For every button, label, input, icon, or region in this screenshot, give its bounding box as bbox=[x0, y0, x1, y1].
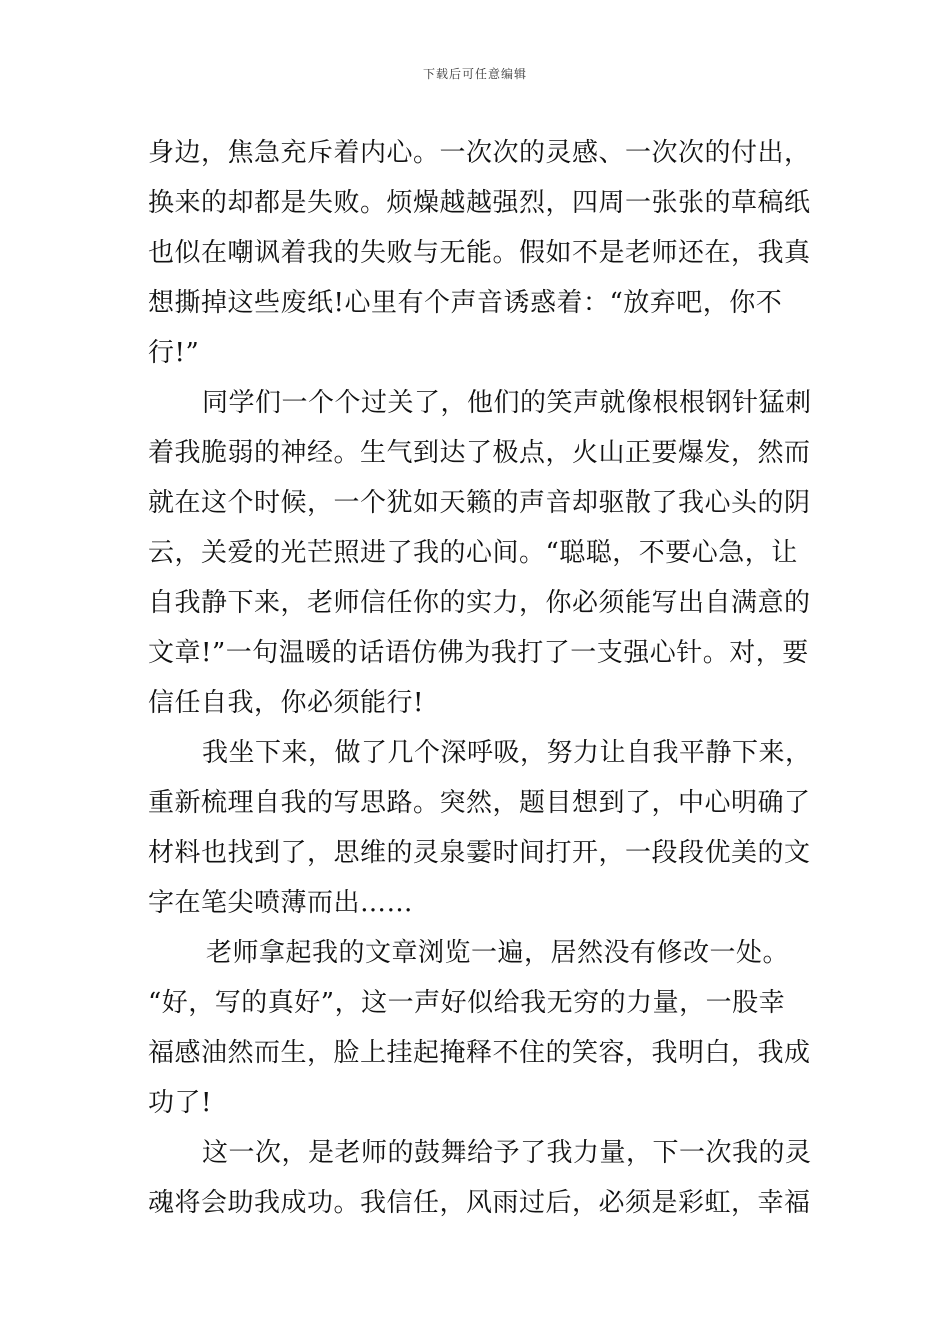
text-line: 想撕掉这些废纸!心里有个声音诱惑着：“放弃吧，你不 bbox=[148, 288, 783, 318]
text-line: 身边，焦急充斥着内心。一次次的灵感、一次次的付出， bbox=[148, 138, 811, 168]
text-line: 就在这个时候，一个犹如天籁的声音却驱散了我心头的阴 bbox=[148, 488, 811, 518]
paragraph bbox=[148, 378, 818, 728]
paragraph bbox=[148, 928, 818, 1128]
text-line: “好，写的真好”，这一声好似给我无穷的力量，一股幸 bbox=[148, 988, 786, 1018]
paragraph bbox=[148, 728, 818, 928]
text-line: 行!” bbox=[148, 338, 200, 368]
text-line: 信任自我，你必须能行! bbox=[148, 688, 424, 718]
text-line: 魂将会助我成功。我信任，风雨过后，必须是彩虹，幸福 bbox=[148, 1188, 811, 1218]
text-line: 功了! bbox=[148, 1088, 212, 1118]
text-line: 也似在嘲讽着我的失败与无能。假如不是老师还在，我真 bbox=[148, 238, 811, 268]
text-line: 我坐下来，做了几个深呼吸，努力让自我平静下来， bbox=[202, 738, 812, 768]
text-line: 福感油然而生，脸上挂起掩释不住的笑容，我明白，我成 bbox=[148, 1038, 811, 1068]
text-line: 自我静下来，老师信任你的实力，你必须能写出自满意的 bbox=[148, 588, 811, 618]
text-line: 材料也找到了，思维的灵泉霎时间打开，一段段优美的文 bbox=[148, 838, 811, 868]
text-line: 云，关爱的光芒照进了我的心间。“聪聪，不要心急，让 bbox=[148, 538, 798, 568]
text-line: 换来的却都是失败。烦燥越越强烈，四周一张张的草稿纸 bbox=[148, 188, 811, 218]
text-line: 着我脆弱的神经。生气到达了极点，火山正要爆发，然而 bbox=[148, 438, 811, 468]
text-line: 老师拿起我的文章浏览一遍，居然没有修改一处。 bbox=[206, 938, 790, 968]
page-header: 下载后可任意编辑 bbox=[422, 67, 527, 81]
paragraph bbox=[148, 128, 818, 378]
document-body bbox=[148, 128, 818, 1228]
text-line: 文章!”一句温暖的话语仿佛为我打了一支强心针。对，要 bbox=[148, 638, 809, 668]
paragraph bbox=[148, 1128, 818, 1228]
text-line: 重新梳理自我的写思路。突然，题目想到了，中心明确了 bbox=[148, 788, 811, 818]
text-line: 这一次，是老师的鼓舞给予了我力量，下一次我的灵 bbox=[202, 1138, 812, 1168]
text-line: 字在笔尖喷薄而出…… bbox=[148, 888, 414, 918]
text-line: 同学们一个个过关了，他们的笑声就像根根钢针猛刺 bbox=[202, 388, 812, 418]
